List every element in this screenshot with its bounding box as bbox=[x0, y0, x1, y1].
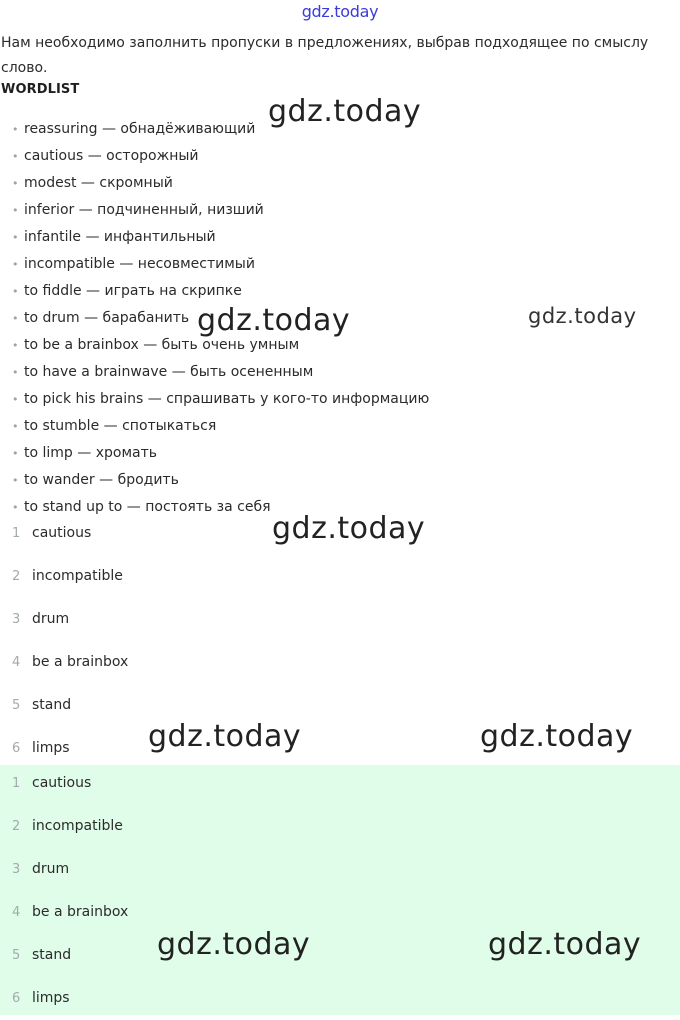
wordlist-item: • to be a brainbox — быть очень умным bbox=[12, 332, 429, 359]
answer-item bbox=[0, 805, 680, 848]
answer-text: be a brainbox bbox=[32, 654, 129, 670]
answer-text: cautious bbox=[32, 525, 92, 541]
answer-text: cautious bbox=[32, 775, 92, 791]
wordlist-item: • to have a brainwave — быть осененным bbox=[12, 359, 429, 386]
answer-text: drum bbox=[32, 861, 70, 877]
wordlist-item: • incompatible — несовместимый bbox=[12, 251, 429, 278]
wordlist-item: • to fiddle — играть на скрипке bbox=[12, 278, 429, 305]
bullet-icon: • bbox=[12, 204, 19, 217]
wordlist-item: • to pick his brains — спрашивать у кого-то информацию bbox=[12, 386, 429, 413]
answer-item bbox=[0, 762, 680, 805]
watermark: gdz.today bbox=[197, 303, 351, 338]
site-watermark-link[interactable]: gdz.today bbox=[301, 2, 379, 21]
answer-text: limps bbox=[32, 990, 70, 1006]
bullet-icon: • bbox=[12, 150, 19, 163]
bullet-icon: • bbox=[12, 312, 19, 325]
bullet-icon: • bbox=[12, 393, 19, 406]
bullet-icon: • bbox=[12, 474, 19, 487]
answer-number: 5 bbox=[12, 698, 21, 713]
answer-number: 2 bbox=[12, 819, 21, 834]
answer-text: stand bbox=[32, 697, 72, 713]
bullet-icon: • bbox=[12, 366, 19, 379]
bullet-icon: • bbox=[12, 285, 19, 298]
answer-number: 2 bbox=[12, 569, 21, 584]
task-instruction: Нам необходимо заполнить пропуски в предложениях, выбрав подходящее по смыслу слово. bbox=[1, 35, 649, 76]
wordlist-item: • to stand up to — постоять за себя bbox=[12, 494, 429, 521]
answer-text: limps bbox=[32, 740, 70, 756]
bullet-icon: • bbox=[12, 339, 19, 352]
wordlist-item: • to limp — хромать bbox=[12, 440, 429, 467]
wordlist-item: • reassuring — обнадёживающий bbox=[12, 116, 429, 143]
wordlist-heading: WORDLIST bbox=[1, 82, 80, 97]
watermark: gdz.today bbox=[528, 304, 637, 328]
answer-text: incompatible bbox=[32, 568, 123, 584]
answer-item bbox=[0, 512, 680, 555]
bullet-icon: • bbox=[12, 447, 19, 460]
wordlist-item: • to stumble — спотыкаться bbox=[12, 413, 429, 440]
answer-number: 1 bbox=[12, 776, 21, 791]
answer-text: be a brainbox bbox=[32, 904, 129, 920]
answers-list bbox=[0, 512, 680, 770]
wordlist-item: • infantile — инфантильный bbox=[12, 224, 429, 251]
watermark: gdz.today bbox=[480, 719, 634, 754]
answer-item bbox=[0, 977, 680, 1020]
bullet-icon: • bbox=[12, 177, 19, 190]
watermark: gdz.today bbox=[157, 927, 311, 962]
wordlist-item: • to wander — бродить bbox=[12, 467, 429, 494]
answer-text: drum bbox=[32, 611, 70, 627]
bullet-icon: • bbox=[12, 420, 19, 433]
wordlist-item: • to drum — барабанить bbox=[12, 305, 429, 332]
answers-list-highlighted bbox=[0, 765, 680, 1015]
answer-text: incompatible bbox=[32, 818, 123, 834]
answer-number: 6 bbox=[12, 741, 21, 756]
answer-number: 4 bbox=[12, 655, 21, 670]
answer-item bbox=[0, 555, 680, 598]
watermark: gdz.today bbox=[272, 511, 426, 546]
watermark: gdz.today bbox=[268, 94, 422, 129]
bullet-icon: • bbox=[12, 231, 19, 244]
answer-text: stand bbox=[32, 947, 72, 963]
answer-item bbox=[0, 684, 680, 727]
answer-item bbox=[0, 598, 680, 641]
bullet-icon: • bbox=[12, 501, 19, 514]
answer-number: 1 bbox=[12, 526, 21, 541]
answer-item bbox=[0, 891, 680, 934]
watermark: gdz.today bbox=[148, 719, 302, 754]
wordlist-item: • inferior — подчиненный, низший bbox=[12, 197, 429, 224]
answer-item bbox=[0, 934, 680, 977]
answer-number: 6 bbox=[12, 991, 21, 1006]
answer-item bbox=[0, 641, 680, 684]
answer-number: 3 bbox=[12, 862, 21, 877]
watermark: gdz.today bbox=[488, 927, 642, 962]
answer-number: 3 bbox=[12, 612, 21, 627]
answer-number: 5 bbox=[12, 948, 21, 963]
answer-item bbox=[0, 848, 680, 891]
wordlist bbox=[12, 116, 429, 521]
bullet-icon: • bbox=[12, 258, 19, 271]
answer-number: 4 bbox=[12, 905, 21, 920]
wordlist-item: • modest — скромный bbox=[12, 170, 429, 197]
wordlist-item: • cautious — осторожный bbox=[12, 143, 429, 170]
bullet-icon: • bbox=[12, 123, 19, 136]
